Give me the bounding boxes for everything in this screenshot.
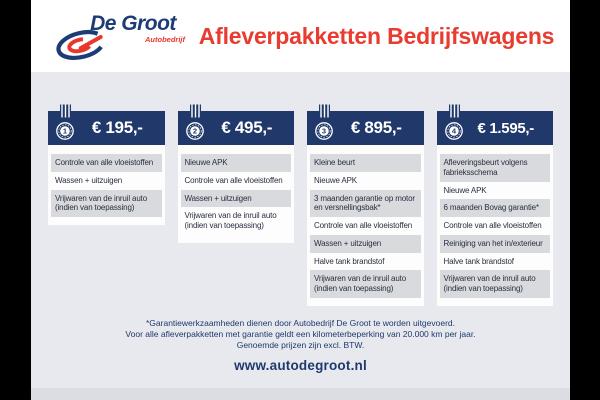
website-url: www.autodegroot.nl xyxy=(234,358,367,374)
package-item: Controle van alle vloeistoffen xyxy=(184,175,283,185)
medal-4-rank: 4 xyxy=(451,126,456,136)
package-3-header xyxy=(307,111,424,145)
disclaimer xyxy=(31,318,570,352)
package-1-price: € 195,- xyxy=(91,118,143,137)
brand-subtitle: Autobedrijf xyxy=(145,35,185,44)
medal-1-rank: 1 xyxy=(62,126,68,136)
package-1-header xyxy=(48,111,165,145)
package-3-price: € 895,- xyxy=(350,118,402,137)
disclaimer-line: Genoemde prijzen zijn excl. BTW. xyxy=(236,340,365,351)
package-item: Kleine beurt xyxy=(310,154,421,172)
package-item: Afleveringsbeurt volgens fabrieksschema xyxy=(440,154,551,182)
package-item: Vrijwaren van de inruil auto (indien van toepassing) xyxy=(310,270,421,298)
bottom-strip xyxy=(31,388,570,400)
package-item: 3 maanden garantie op motor en versnellingsbak* xyxy=(310,190,421,218)
package-item: Nieuwe APK xyxy=(314,175,357,185)
package-item: Reiniging van het in/exterieur xyxy=(440,235,551,253)
left-edge-bar xyxy=(0,0,31,400)
package-card-4 xyxy=(437,111,554,306)
package-item: Halve tank brandstof xyxy=(314,256,385,266)
package-item: Halve tank brandstof xyxy=(443,256,514,266)
right-edge-bar xyxy=(570,0,600,400)
package-item: Wassen + uitzuigen xyxy=(310,235,421,253)
package-card-1 xyxy=(48,111,165,225)
package-4-items xyxy=(437,145,554,306)
package-4-header xyxy=(437,111,554,145)
package-1-items xyxy=(48,145,165,225)
package-item: Vrijwaren van de inruil auto (indien van toepassing) xyxy=(440,270,551,298)
package-4-price: € 1.595,- xyxy=(477,119,534,137)
package-item: Nieuwe APK xyxy=(181,154,292,172)
package-item: Controle van alle vloeistoffen xyxy=(314,221,413,230)
package-2-items xyxy=(178,145,295,243)
package-2-header xyxy=(178,111,295,145)
disclaimer-line: Voor alle afleverpakketten met garantie geldt een kilometerbeperking van 20.000 km per jaar. xyxy=(125,328,476,339)
medal-2-rank: 2 xyxy=(192,126,197,136)
medal-3-rank: 3 xyxy=(321,126,327,136)
medal-1-icon xyxy=(52,104,78,144)
medal-2-icon xyxy=(182,104,208,144)
medal-4-icon xyxy=(441,104,467,144)
brand-logo-text xyxy=(77,13,189,44)
package-item: Vrijwaren van de inruil auto (indien van toepassing) xyxy=(51,190,162,218)
page-title: Afleverpakketten Bedrijfswagens xyxy=(198,22,555,49)
package-card-3 xyxy=(307,111,424,306)
brand-name: De Groot xyxy=(90,12,176,35)
package-2-price: € 495,- xyxy=(221,118,273,137)
package-item: Wassen + uitzuigen xyxy=(55,175,123,185)
package-item: Vrijwaren van de inruil auto (indien van toepassing) xyxy=(184,211,277,230)
header xyxy=(31,0,570,72)
package-item: Controle van alle vloeistoffen xyxy=(443,221,542,230)
package-item: Nieuwe APK xyxy=(443,185,487,195)
package-item: Controle van alle vloeistoffen xyxy=(51,154,162,172)
brand-logo xyxy=(55,11,193,61)
medal-3-icon xyxy=(311,104,337,144)
disclaimer-line: *Garantiewerkzaamheden dienen door Autobedrijf De Groot te worden uitgevoerd. xyxy=(145,317,456,328)
package-columns xyxy=(31,111,570,306)
package-3-items xyxy=(307,145,424,306)
package-item: 6 maanden Bovag garantie* xyxy=(440,199,551,217)
package-item: Wassen + uitzuigen xyxy=(181,190,292,208)
package-card-2 xyxy=(178,111,295,243)
flyer-content xyxy=(31,0,570,400)
